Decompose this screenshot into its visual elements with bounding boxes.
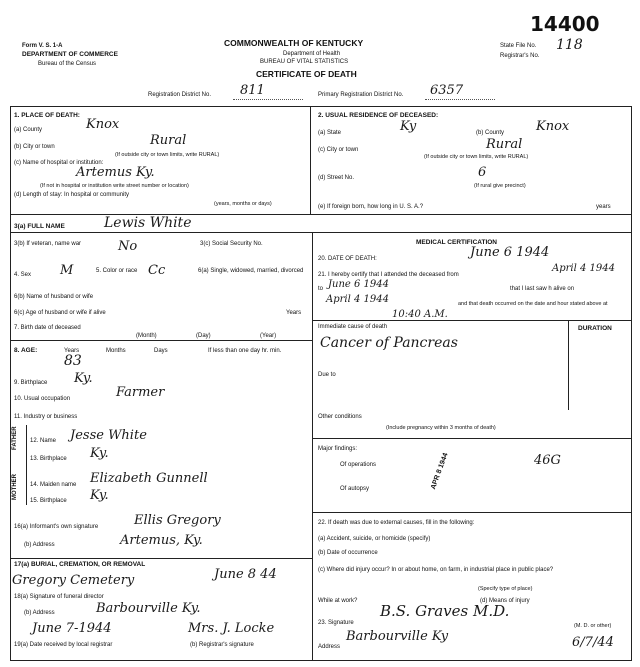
res-street-note: (If rural give precinct)	[474, 183, 526, 189]
veteran-value: No	[118, 239, 138, 254]
mother-name-value: Elizabeth Gunnell	[90, 471, 208, 486]
other-label: Other conditions	[318, 414, 362, 420]
res-city-note: (If outside city or town limits, write RURAL)	[424, 154, 529, 160]
occupation-label: 10. Usual occupation	[14, 396, 71, 402]
color-label: 5. Color or race	[96, 268, 138, 274]
state-file-label: State File No.	[500, 43, 537, 49]
attend-to: June 6 1944	[328, 279, 389, 290]
date-death-label: 20. DATE OF DEATH:	[318, 256, 377, 262]
husband-label: 6(b) Name of husband or wife	[14, 294, 94, 300]
full-name-label: 3(a) FULL NAME	[14, 223, 65, 230]
due-to-label: Due to	[318, 372, 336, 378]
death-county-value: Knox	[86, 117, 120, 132]
physician-address-value: Barbourville Ky	[346, 629, 449, 644]
physician-sign-date: 6/7/44	[572, 635, 614, 650]
last-saw-value: April 4 1944	[326, 294, 389, 305]
certificate-title: CERTIFICATE OF DEATH	[256, 69, 357, 79]
mother-birthplace-value: Ky.	[90, 488, 109, 503]
res-state-label: (a) State	[318, 130, 342, 136]
accident-label: (a) Accident, suicide, or homicide (specify)	[318, 536, 431, 542]
frame-top	[10, 106, 632, 107]
father-name-value: Jesse White	[70, 428, 147, 443]
primary-district-line	[425, 99, 495, 100]
frame-bottom	[10, 660, 632, 661]
primary-district-label: Primary Registration District No.	[318, 92, 404, 98]
frame-left	[10, 106, 11, 660]
marital-label: 6(a) Single, widowed, married, divorced	[198, 268, 304, 274]
death-hospital-value: Artemus Ky.	[76, 165, 155, 180]
registrar-signature-label: (b) Registrar's signature	[190, 642, 254, 648]
full-name-value: Lewis White	[104, 215, 192, 231]
place-of-death-heading: 1. PLACE OF DEATH:	[14, 112, 80, 119]
external-label: 22. If death was due to external causes, fill in the following:	[318, 520, 475, 526]
registrar-no-label: Registrar's No.	[500, 53, 540, 59]
divider-medical-2	[312, 438, 632, 439]
operations-label: Of operations	[340, 462, 377, 468]
age-days-label: Days	[154, 348, 168, 354]
burial-place-value: Gregory Cemetery	[12, 573, 135, 588]
stamp-number: 14400	[530, 12, 600, 36]
reg-district-value: 811	[240, 83, 265, 98]
physician-signature: B.S. Graves M.D.	[380, 602, 510, 620]
date-death-value: June 6 1944	[470, 245, 550, 260]
divider-after-name	[10, 232, 632, 233]
attend-from: April 4 1944	[552, 263, 615, 274]
mother-tag: MOTHER	[12, 474, 18, 500]
res-county-label: (b) County	[476, 130, 505, 136]
informant-address-label: (b) Address	[24, 542, 55, 548]
death-city-label: (b) City or town	[14, 144, 55, 150]
divider-left-1	[10, 340, 312, 341]
age-spouse-unit: Years	[286, 310, 302, 316]
res-city-label: (c) City or town	[318, 147, 359, 153]
residence-heading: 2. USUAL RESIDENCE OF DECEASED:	[318, 112, 439, 119]
other-note: (Include pregnancy within 3 months of death)	[386, 425, 496, 431]
industry-label: 11. Industry or business	[14, 414, 78, 420]
duration-label: DURATION	[578, 325, 612, 332]
father-tag: FATHER	[12, 426, 18, 450]
medical-title: MEDICAL CERTIFICATION	[416, 239, 498, 246]
major-findings-label: Major findings:	[318, 446, 358, 452]
signature-label: 23. Signature	[318, 620, 354, 626]
res-state-value: Ky	[400, 119, 417, 134]
informant-sig-label: 16(a) Informant's own signature	[14, 524, 99, 530]
ssn-label: 3(c) Social Security No.	[200, 241, 263, 247]
bureau-vital: BUREAU OF VITAL STATISTICS	[260, 59, 349, 65]
sex-label: 4. Sex	[14, 272, 32, 278]
immediate-value: Cancer of Pancreas	[320, 335, 458, 351]
attend-to-label: to	[318, 286, 324, 292]
birth-month: (Month)	[136, 333, 157, 339]
birthplace-value: Ky.	[74, 371, 93, 386]
dept-commerce: DEPARTMENT OF COMMERCE	[22, 51, 118, 58]
mother-name-label: 14. Maiden name	[30, 482, 77, 488]
divider-medical-3	[312, 512, 632, 513]
father-birthplace-value: Ky.	[90, 446, 109, 461]
place-type-note: (Specify type of place)	[478, 586, 533, 592]
state-file-value: 118	[556, 37, 583, 53]
occupation-value: Farmer	[116, 385, 165, 400]
funeral-director-label: 18(a) Signature of funeral director	[14, 594, 104, 600]
age-months-label: Months	[106, 348, 126, 354]
burial-label: 17(a) BURIAL, CREMATION, OR REMOVAL	[14, 561, 146, 568]
reg-district-label: Registration District No.	[148, 92, 212, 98]
veteran-label: 3(b) If veteran, name war	[14, 241, 82, 247]
informant-address-value: Artemus, Ky.	[120, 533, 203, 548]
duration-col	[568, 320, 569, 410]
primary-district-value: 6357	[430, 83, 464, 98]
res-foreign-years: years	[596, 204, 611, 210]
frame-right	[631, 106, 632, 660]
operations-value: 46G	[534, 453, 561, 468]
immediate-label: Immediate cause of death	[318, 324, 388, 330]
dept-health: Department of Health	[283, 51, 341, 57]
death-county-label: (a) County	[14, 127, 43, 133]
date-received-label: 19(a) Date received by local registrar	[14, 642, 113, 648]
father-name-label: 12. Name	[30, 438, 57, 444]
reg-district-line	[233, 99, 303, 100]
divider-medical-1	[312, 320, 632, 321]
death-city-note: (If outside city or town limits, write RURAL)	[115, 152, 220, 158]
mother-birthplace-label: 15. Birthplace	[30, 498, 67, 504]
father-birthplace-label: 13. Birthplace	[30, 456, 67, 462]
while-work-label: While at work?	[318, 598, 358, 604]
form-number: Form V. S. 1-A	[22, 43, 63, 49]
res-street-label: (d) Street No.	[318, 175, 355, 181]
birth-day: (Day)	[196, 333, 211, 339]
birthplace-label: 9. Birthplace	[14, 380, 48, 386]
death-length-note: (years, months or days)	[214, 201, 272, 207]
parents-col	[26, 425, 27, 505]
last-saw-text: that I last saw h alive on	[510, 286, 575, 292]
center-divider-top	[310, 106, 311, 214]
autopsy-label: Of autopsy	[340, 486, 370, 492]
occurrence-label: (b) Date of occurrence	[318, 550, 378, 556]
date-received-value: June 7-1944	[32, 621, 112, 636]
physician-address-label: Address	[318, 644, 341, 650]
burial-address-value: Barbourville Ky.	[96, 601, 201, 616]
bureau-census: Bureau of the Census	[38, 61, 97, 67]
death-length-label: (d) Length of stay: In hospital or community	[14, 192, 130, 198]
hour-value: 10:40 A.M.	[392, 309, 448, 320]
age-spouse-label: 6(c) Age of husband or wife if alive	[14, 310, 106, 316]
age-years-value: 83	[64, 353, 82, 369]
means-label: (d) Means of injury	[480, 598, 530, 604]
res-city-value: Rural	[486, 137, 523, 152]
death-hospital-note: (If not in hospital or institution write street number or location)	[40, 183, 189, 189]
death-occurred-text: and that death occurred on the date and hour stated above at	[458, 301, 608, 307]
res-street-value: 6	[478, 165, 487, 180]
attend-text: 21. I hereby certify that I attended the deceased from	[318, 272, 459, 278]
burial-date-value: June 8 44	[214, 567, 277, 582]
state-title: COMMONWEALTH OF KENTUCKY	[224, 38, 364, 48]
age-less-label: If less than one day hr. min.	[208, 348, 282, 354]
birth-label: 7. Birth date of deceased	[14, 325, 81, 331]
color-value: Cc	[148, 263, 166, 278]
center-divider-main	[312, 232, 313, 660]
death-hospital-label: (c) Name of hospital or institution:	[14, 160, 104, 166]
birth-year: (Year)	[260, 333, 277, 339]
age-label: 8. AGE:	[14, 347, 38, 354]
age-years-label: Years	[64, 348, 80, 354]
registrar-signature-value: Mrs. J. Locke	[188, 621, 275, 636]
death-city-value: Rural	[150, 133, 187, 148]
md-note: (M. D. or other)	[574, 623, 612, 629]
burial-address-label: (b) Address	[24, 610, 55, 616]
divider-left-2	[10, 558, 312, 559]
received-stamp: APR 8 1944	[430, 452, 450, 491]
res-foreign-label: (e) If foreign born, how long in U. S. A.?	[318, 204, 424, 210]
sex-value: M	[60, 263, 74, 278]
res-county-value: Knox	[536, 119, 570, 134]
informant-sig-value: Ellis Gregory	[134, 513, 221, 528]
where-label: (c) Where did injury occur? In or about home, on farm, in industrial place in public place?	[318, 567, 554, 573]
